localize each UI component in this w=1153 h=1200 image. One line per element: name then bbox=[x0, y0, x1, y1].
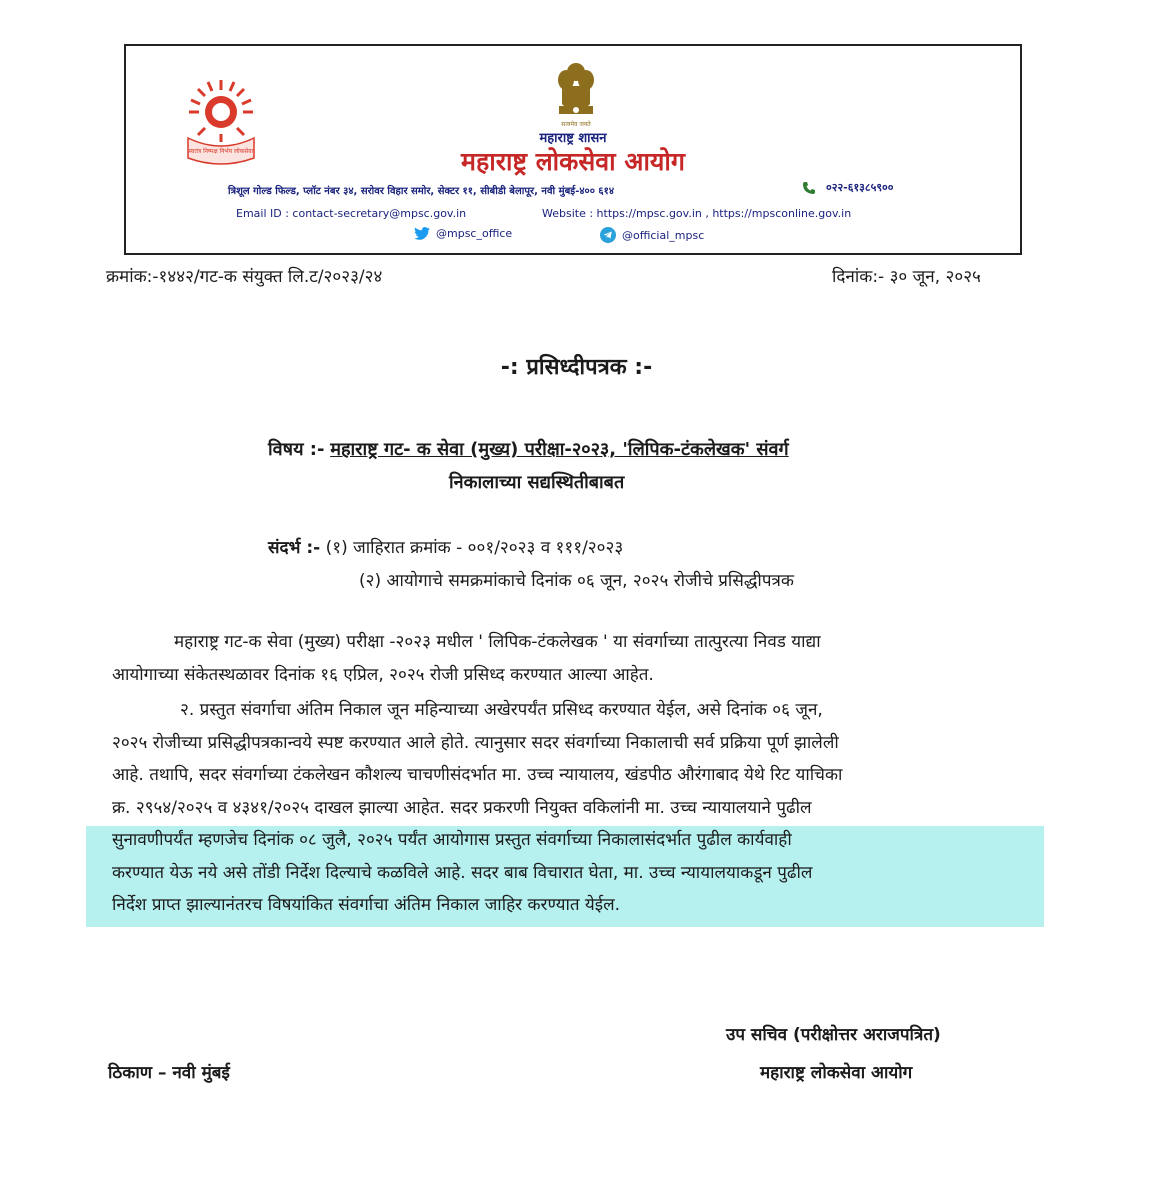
para2-line: सुनावणीपर्यंत म्हणजेच दिनांक ०८ जुलै, २०२५ पर्यंत आयोगास प्रस्तुत संवर्गाच्या निकालासंदर्भात पुढील कार्यवाही bbox=[112, 830, 792, 850]
office-address: त्रिशूल गोल्ड फिल्ड, प्लॉट नंबर ३४, सरोवर विहार समोर, सेक्टर ११, सीबीडी बेलापूर, नवी मुंबई-४०० ६१४ bbox=[228, 186, 615, 197]
email-line[interactable]: Email ID : contact-secretary@mpsc.gov.in bbox=[236, 207, 467, 220]
phone-line bbox=[802, 180, 894, 195]
twitter-handle[interactable]: @mpsc_office bbox=[414, 227, 512, 240]
place-of-issue: ठिकाण – नवी मुंबई bbox=[108, 1063, 230, 1083]
issue-date: दिनांक:- ३० जून, २०२५ bbox=[832, 267, 981, 287]
government-name: महाराष्ट्र शासन bbox=[539, 131, 607, 146]
document-heading: -: प्रसिध्दीपत्रक :- bbox=[500, 355, 653, 380]
reference-item-2: (२) आयोगाचे समक्रमांकाचे दिनांक ०६ जून, २०२५ रोजीचे प्रसिद्धीपत्रक bbox=[359, 571, 794, 591]
para1-line: आयोगाच्या संकेतस्थळावर दिनांक १६ एप्रिल, २०२५ रोजी प्रसिध्द करण्यात आल्या आहेत. bbox=[112, 664, 654, 685]
para2-line: निर्देश प्राप्त झाल्यानंतरच विषयांकित संवर्गाचा अंतिम निकाल जाहिर करण्यात येईल. bbox=[112, 895, 621, 915]
signatory-designation: उप सचिव (परीक्षोत्तर अराजपत्रित) bbox=[726, 1025, 941, 1045]
para2-line: करण्यात येऊ नये असे तोंडी निर्देश दिल्याचे कळविले आहे. सदर बाब विचारात घेता, मा. उच्च न्यायालयाकडून पुढील bbox=[112, 862, 813, 883]
signatory-office: महाराष्ट्र लोकसेवा आयोग bbox=[760, 1063, 913, 1083]
national-emblem bbox=[554, 58, 598, 132]
phone-icon bbox=[802, 181, 816, 195]
svg-text:सत्यमेव जयते: सत्यमेव जयते bbox=[561, 121, 591, 128]
subject-label: विषय :- bbox=[268, 439, 325, 460]
reference-item-1: (१) जाहिरात क्रमांक - ००१/२०२३ व १११/२०२३ bbox=[325, 538, 624, 558]
references-label: संदर्भ :- bbox=[268, 538, 321, 558]
para2-line: २०२५ रोजीच्या प्रसिद्धीपत्रकान्वये स्पष्ट करण्यात आले होते. त्यानुसार सदर संवर्गाच्या निकालाची सर्व प्रक्रिया पूर्ण झालेली bbox=[112, 732, 839, 753]
website-line[interactable]: Website : https://mpsc.gov.in , https://mpsconline.gov.in bbox=[542, 207, 852, 220]
phone-number: ०२२-६१३८५९०० bbox=[826, 181, 894, 194]
commission-name: महाराष्ट्र लोकसेवा आयोग bbox=[461, 147, 685, 176]
reference-number: क्रमांक:-१४४२/गट-क संयुक्त लि.ट/२०२३/२४ bbox=[106, 267, 383, 287]
references-block bbox=[268, 532, 794, 598]
para2-line: क्र. २९५४/२०२५ व ४३४१/२०२५ दाखल झाल्या आहेत. सदर प्रकरणी नियुक्त वकिलांनी मा. उच्च न्यायालयाने पुढील bbox=[112, 797, 812, 818]
svg-text:स्वतंत्र निष्पक्ष निर्भय लोकसे: स्वतंत्र निष्पक्ष निर्भय लोकसेवा bbox=[188, 148, 254, 155]
subject-line-2: निकालाच्या सद्यस्थितीबाबत bbox=[449, 472, 625, 493]
para1-line: महाराष्ट्र गट-क सेवा (मुख्य) परीक्षा -२०२३ मधील ' लिपिक-टंकलेखक ' या संवर्गाच्या तात्पुरत्या निवड याद्या bbox=[174, 632, 821, 652]
twitter-icon bbox=[414, 227, 430, 240]
letterhead bbox=[124, 44, 1022, 255]
para2-line: २. प्रस्तुत संवर्गाचा अंतिम निकाल जून महिन्याच्या अखेरपर्यंत प्रसिध्द करण्यात येईल, असे दिनांक ०६ जून, bbox=[180, 700, 823, 720]
paragraph-1 bbox=[112, 626, 1040, 691]
subject-block bbox=[268, 433, 789, 499]
subject-line-1: महाराष्ट्र गट- क सेवा (मुख्य) परीक्षा-२०२३, 'लिपिक-टंकलेखक' संवर्ग bbox=[330, 439, 789, 460]
telegram-icon bbox=[600, 227, 616, 243]
para2-line: आहे. तथापि, सदर संवर्गाच्या टंकलेखन कौशल्य चाचणीसंदर्भात मा. उच्च न्यायालय, खंडपीठ औरंगाबाद येथे रिट याचिका bbox=[112, 765, 843, 785]
paragraph-2 bbox=[112, 694, 1040, 922]
telegram-handle[interactable]: @official_mpsc bbox=[600, 227, 704, 243]
